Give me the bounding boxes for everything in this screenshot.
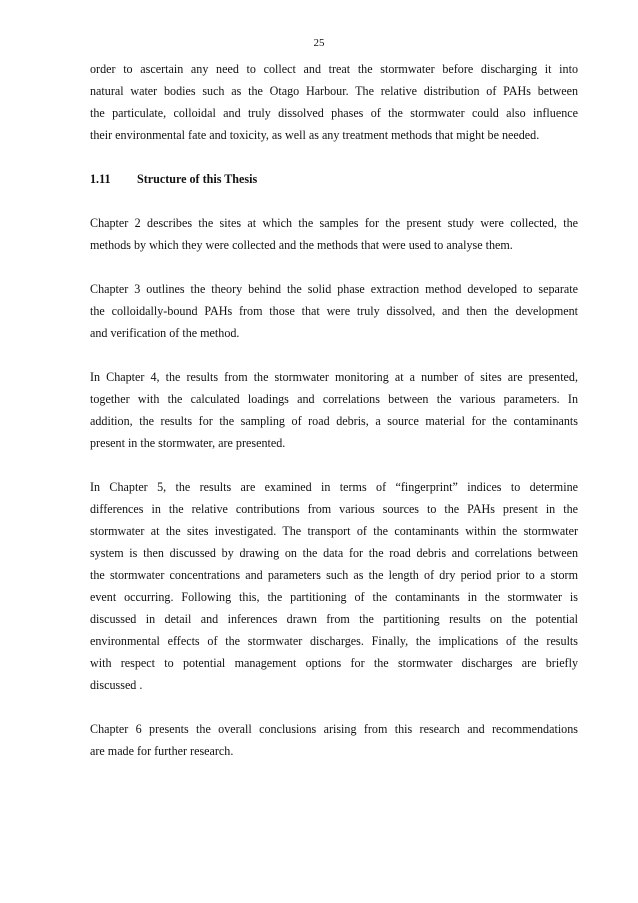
text-line: event occurring. Following this, the partitioning of the contaminants in the stormwater is — [90, 590, 578, 604]
paragraph-chapter-6 — [90, 718, 578, 762]
text-line: system is then discussed by drawing on the data for the road debris and correlations between — [90, 546, 578, 560]
text-line: In Chapter 5, the results are examined in terms of “fingerprint” indices to determine — [90, 480, 578, 494]
text-line: stormwater at the sites investigated. The transport of the contaminants within the stormwater — [90, 524, 578, 538]
text-line: In Chapter 4, the results from the stormwater monitoring at a number of sites are presented, — [90, 370, 578, 384]
text-line: present in the stormwater, are presented. — [90, 436, 286, 450]
text-line: methods by which they were collected and the methods that were used to analyse them. — [90, 238, 513, 252]
text-line: their environmental fate and toxicity, as well as any treatment methods that might be needed. — [90, 128, 540, 142]
page-body — [90, 58, 578, 762]
paragraph-chapter-4 — [90, 366, 578, 454]
page-number: 25 — [313, 37, 325, 49]
text-line: natural water bodies such as the Otago Harbour. The relative distribution of PAHs between — [90, 84, 578, 98]
text-line: Chapter 2 describes the sites at which the samples for the present study were collected, the — [90, 216, 578, 230]
text-line: order to ascertain any need to collect and treat the stormwater before discharging it into — [90, 62, 578, 76]
paragraph-intro-continuation — [90, 58, 578, 146]
section-title: Structure of this Thesis — [137, 172, 258, 186]
text-line: Chapter 6 presents the overall conclusions arising from this research and recommendations — [90, 722, 578, 736]
paragraph-chapter-5 — [90, 476, 578, 696]
paragraph-chapter-3 — [90, 278, 578, 344]
text-line: Chapter 3 outlines the theory behind the solid phase extraction method developed to separate — [90, 282, 578, 296]
section-heading — [90, 168, 578, 190]
text-line: the colloidally-bound PAHs from those that were truly dissolved, and then the development — [90, 304, 578, 318]
text-line: the particulate, colloidal and truly dissolved phases of the stormwater could also influence — [90, 106, 578, 120]
text-line: and verification of the method. — [90, 326, 240, 340]
text-line: discussed in detail and inferences drawn from the partitioning results on the potential — [90, 612, 578, 626]
paragraph-chapter-2 — [90, 212, 578, 256]
section-number: 1.11 — [90, 172, 111, 186]
text-line: are made for further research. — [90, 744, 234, 758]
text-line: environmental effects of the stormwater discharges. Finally, the implications of the results — [90, 634, 578, 648]
text-line: together with the calculated loadings and correlations between the various parameters. In — [90, 392, 578, 406]
text-line: with respect to potential management options for the stormwater discharges are briefly — [90, 656, 578, 670]
text-line: addition, the results for the sampling of road debris, a source material for the contaminants — [90, 414, 578, 428]
text-line: differences in the relative contributions from various sources to the PAHs present in the — [90, 502, 578, 516]
text-line: discussed . — [90, 678, 143, 692]
text-line: the stormwater concentrations and parameters such as the length of dry period prior to a storm — [90, 568, 578, 582]
